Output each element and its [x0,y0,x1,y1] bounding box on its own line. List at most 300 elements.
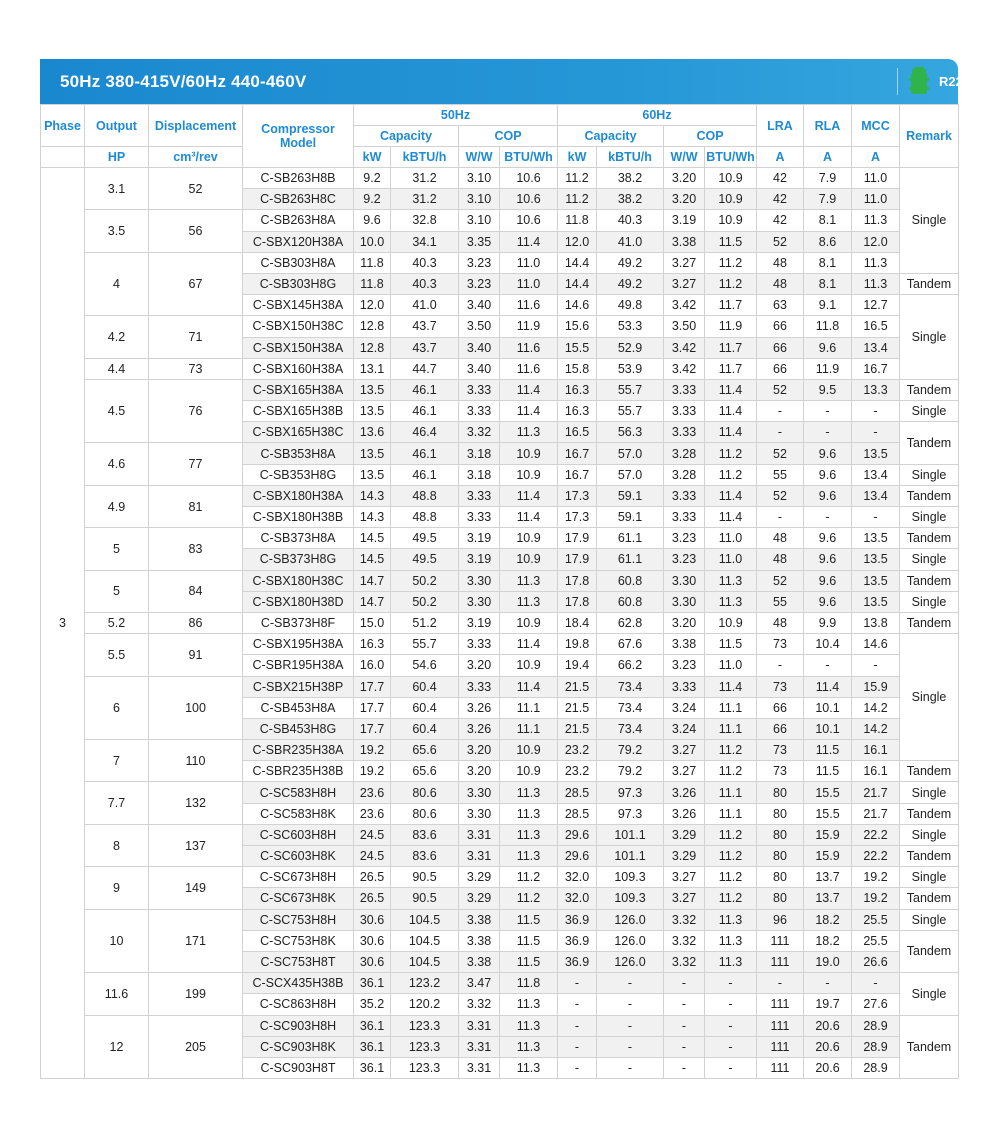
kbtu-60hz-cell: 126.0 [597,930,664,951]
cop-ww-60hz-cell: 3.27 [664,252,705,273]
remark-cell: Tandem [900,930,959,972]
cop-btuwh-50hz-cell: 11.4 [500,231,558,252]
compressor-model-cell: C-SCX435H38B [243,973,354,994]
displacement-cell: 84 [149,570,243,612]
kw-50hz-cell: 13.5 [354,464,391,485]
remark-cell: Tandem [900,379,959,400]
header-60hz-capacity: Capacity [558,126,664,147]
header-50hz: 50Hz [354,105,558,126]
kw-60hz-cell: 36.9 [558,909,597,930]
cop-btuwh-60hz-cell: 11.1 [705,697,757,718]
cop-ww-60hz-cell: 3.42 [664,358,705,379]
displacement-cell: 67 [149,252,243,316]
remark-cell: Tandem [900,485,959,506]
kbtu-50hz-cell: 46.1 [391,401,459,422]
cop-ww-60hz-cell: 3.26 [664,803,705,824]
cop-btuwh-60hz-cell: 11.4 [705,507,757,528]
kw-60hz-cell: 21.5 [558,697,597,718]
output-hp-cell: 5 [85,528,149,570]
cop-ww-50hz-cell: 3.33 [459,401,500,422]
kbtu-60hz-cell: 61.1 [597,528,664,549]
kbtu-60hz-cell: 101.1 [597,846,664,867]
remark-cell: Single [900,591,959,612]
cop-ww-60hz-cell: 3.32 [664,909,705,930]
rla-cell: 10.1 [804,718,852,739]
rla-cell: 19.7 [804,994,852,1015]
unit-lra: A [757,147,804,168]
cop-btuwh-50hz-cell: 10.9 [500,612,558,633]
lra-cell: 80 [757,824,804,845]
kbtu-60hz-cell: 62.8 [597,612,664,633]
cop-ww-60hz-cell: 3.23 [664,655,705,676]
kbtu-60hz-cell: 57.0 [597,464,664,485]
cop-ww-50hz-cell: 3.33 [459,485,500,506]
rla-cell: 11.5 [804,740,852,761]
lra-cell: 48 [757,549,804,570]
cop-btuwh-60hz-cell: 11.0 [705,655,757,676]
kw-60hz-cell: 19.8 [558,634,597,655]
cop-ww-60hz-cell: 3.29 [664,846,705,867]
output-hp-cell: 5.5 [85,634,149,676]
cop-btuwh-50hz-cell: 11.1 [500,697,558,718]
kbtu-60hz-cell: 40.3 [597,210,664,231]
cop-ww-60hz-cell: 3.20 [664,612,705,633]
cop-btuwh-50hz-cell: 11.6 [500,295,558,316]
cop-btuwh-50hz-cell: 10.6 [500,210,558,231]
cop-btuwh-50hz-cell: 11.6 [500,337,558,358]
cop-btuwh-50hz-cell: 11.9 [500,316,558,337]
mcc-cell: 16.5 [852,316,900,337]
header-60hz: 60Hz [558,105,757,126]
compressor-model-cell: C-SC673H8K [243,888,354,909]
cop-btuwh-50hz-cell: 11.8 [500,973,558,994]
cop-btuwh-60hz-cell: 11.9 [705,316,757,337]
header-remark: Remark [900,105,959,168]
lra-cell: - [757,422,804,443]
cop-ww-60hz-cell: 3.19 [664,210,705,231]
cop-ww-60hz-cell: 3.42 [664,337,705,358]
compressor-model-cell: C-SBX165H38A [243,379,354,400]
kbtu-60hz-cell: 53.9 [597,358,664,379]
cop-ww-50hz-cell: 3.26 [459,718,500,739]
compressor-model-cell: C-SC753H8T [243,951,354,972]
kw-60hz-cell: 21.5 [558,718,597,739]
mcc-cell: 11.0 [852,189,900,210]
rla-cell: 8.1 [804,210,852,231]
kw-60hz-cell: 32.0 [558,888,597,909]
cop-btuwh-50hz-cell: 11.5 [500,909,558,930]
lra-cell: 66 [757,316,804,337]
lra-cell: 63 [757,295,804,316]
rla-cell: 9.6 [804,443,852,464]
lra-cell: 55 [757,464,804,485]
cop-btuwh-60hz-cell: 11.3 [705,570,757,591]
rla-cell: 9.6 [804,485,852,506]
mcc-cell: 13.4 [852,485,900,506]
kw-50hz-cell: 12.8 [354,337,391,358]
remark-cell: Single [900,464,959,485]
cop-btuwh-50hz-cell: 11.1 [500,718,558,739]
mcc-cell: - [852,507,900,528]
kbtu-50hz-cell: 50.2 [391,570,459,591]
cop-btuwh-50hz-cell: 11.3 [500,422,558,443]
lra-cell: 55 [757,591,804,612]
kw-50hz-cell: 16.0 [354,655,391,676]
header-50hz-capacity: Capacity [354,126,459,147]
kbtu-60hz-cell: 109.3 [597,867,664,888]
kw-60hz-cell: - [558,1036,597,1057]
output-hp-cell: 8 [85,824,149,866]
cop-ww-50hz-cell: 3.20 [459,761,500,782]
cop-btuwh-60hz-cell: 11.3 [705,951,757,972]
compressor-model-cell: C-SC603H8H [243,824,354,845]
compressor-model-cell: C-SB303H8G [243,273,354,294]
table-row [41,528,959,549]
compressor-model-cell: C-SBX195H38A [243,634,354,655]
kw-50hz-cell: 36.1 [354,1036,391,1057]
cop-ww-50hz-cell: 3.10 [459,168,500,189]
rla-cell: 9.6 [804,528,852,549]
cop-btuwh-50hz-cell: 10.9 [500,761,558,782]
kw-60hz-cell: 16.7 [558,443,597,464]
cop-ww-60hz-cell: 3.30 [664,570,705,591]
kbtu-60hz-cell: 38.2 [597,168,664,189]
kbtu-50hz-cell: 31.2 [391,189,459,210]
cop-btuwh-50hz-cell: 11.3 [500,1057,558,1078]
cop-btuwh-50hz-cell: 10.6 [500,168,558,189]
cop-ww-60hz-cell: 3.33 [664,401,705,422]
kbtu-60hz-cell: 55.7 [597,401,664,422]
rla-cell: 9.6 [804,337,852,358]
kw-60hz-cell: 17.9 [558,528,597,549]
kw-60hz-cell: 32.0 [558,867,597,888]
compressor-model-cell: C-SB453H8G [243,718,354,739]
mcc-cell: - [852,422,900,443]
kbtu-60hz-cell: - [597,1015,664,1036]
cop-ww-60hz-cell: 3.28 [664,464,705,485]
kbtu-50hz-cell: 80.6 [391,782,459,803]
mcc-cell: - [852,973,900,994]
kw-60hz-cell: 17.3 [558,485,597,506]
displacement-cell: 171 [149,909,243,973]
table-row [41,973,959,994]
cop-ww-50hz-cell: 3.18 [459,443,500,464]
cop-ww-60hz-cell: 3.30 [664,591,705,612]
displacement-cell: 132 [149,782,243,824]
cop-btuwh-60hz-cell: 11.3 [705,930,757,951]
kbtu-50hz-cell: 46.1 [391,379,459,400]
kw-50hz-cell: 24.5 [354,824,391,845]
cop-btuwh-50hz-cell: 11.0 [500,252,558,273]
output-hp-cell: 5 [85,570,149,612]
lra-cell: 48 [757,528,804,549]
kw-50hz-cell: 13.6 [354,422,391,443]
remark-cell: Tandem [900,612,959,633]
kbtu-50hz-cell: 44.7 [391,358,459,379]
table-row [41,252,959,273]
cop-btuwh-60hz-cell: 11.4 [705,401,757,422]
table-row [41,612,959,633]
kw-60hz-cell: 17.8 [558,570,597,591]
cop-btuwh-50hz-cell: 11.3 [500,846,558,867]
kbtu-50hz-cell: 43.7 [391,316,459,337]
cop-btuwh-50hz-cell: 10.6 [500,189,558,210]
cop-btuwh-50hz-cell: 10.9 [500,443,558,464]
cop-ww-50hz-cell: 3.38 [459,951,500,972]
kw-60hz-cell: - [558,973,597,994]
cop-btuwh-50hz-cell: 11.3 [500,994,558,1015]
cop-btuwh-60hz-cell: 11.2 [705,464,757,485]
table-row [41,443,959,464]
kw-50hz-cell: 9.2 [354,189,391,210]
cop-btuwh-60hz-cell: 11.2 [705,761,757,782]
table-row [41,168,959,189]
unit-60hz-ww: W/W [664,147,705,168]
displacement-cell: 81 [149,485,243,527]
kw-50hz-cell: 30.6 [354,930,391,951]
refrigerant-label: R22 [939,74,963,89]
cop-ww-60hz-cell: 3.33 [664,676,705,697]
compressor-model-cell: C-SBX160H38A [243,358,354,379]
compressor-model-cell: C-SC753H8K [243,930,354,951]
rla-cell: 8.6 [804,231,852,252]
kbtu-60hz-cell: 60.8 [597,570,664,591]
kbtu-60hz-cell: 49.2 [597,252,664,273]
cop-btuwh-60hz-cell: 11.4 [705,379,757,400]
header-output: Output [85,105,149,147]
cop-btuwh-50hz-cell: 11.3 [500,824,558,845]
mcc-cell: 12.7 [852,295,900,316]
banner-divider [897,68,898,95]
cop-btuwh-50hz-cell: 10.9 [500,655,558,676]
cop-btuwh-50hz-cell: 11.4 [500,507,558,528]
displacement-cell: 83 [149,528,243,570]
cop-btuwh-50hz-cell: 11.3 [500,1015,558,1036]
kbtu-50hz-cell: 49.5 [391,528,459,549]
cop-btuwh-60hz-cell: 11.2 [705,740,757,761]
cop-ww-50hz-cell: 3.35 [459,231,500,252]
kbtu-50hz-cell: 123.2 [391,973,459,994]
compressor-model-cell: C-SB353H8G [243,464,354,485]
header-phase: Phase [41,105,85,147]
kw-60hz-cell: 19.4 [558,655,597,676]
kw-50hz-cell: 13.5 [354,379,391,400]
kw-50hz-cell: 36.1 [354,1015,391,1036]
rla-cell: 9.6 [804,591,852,612]
remark-cell: Single [900,867,959,888]
displacement-cell: 100 [149,676,243,740]
lra-cell: 80 [757,888,804,909]
cop-ww-60hz-cell: - [664,1015,705,1036]
kbtu-50hz-cell: 104.5 [391,951,459,972]
kw-60hz-cell: 11.8 [558,210,597,231]
cop-ww-50hz-cell: 3.40 [459,295,500,316]
table-row [41,1015,959,1036]
cop-ww-60hz-cell: - [664,1036,705,1057]
unit-mcc: A [852,147,900,168]
lra-cell: 111 [757,951,804,972]
cop-ww-50hz-cell: 3.31 [459,1057,500,1078]
kw-50hz-cell: 30.6 [354,951,391,972]
kbtu-50hz-cell: 104.5 [391,909,459,930]
lra-cell: 111 [757,1036,804,1057]
cop-ww-50hz-cell: 3.31 [459,1036,500,1057]
displacement-cell: 110 [149,740,243,782]
cop-ww-60hz-cell: 3.27 [664,888,705,909]
remark-cell: Tandem [900,846,959,867]
kbtu-60hz-cell: 57.0 [597,443,664,464]
mcc-cell: - [852,401,900,422]
cop-btuwh-50hz-cell: 11.2 [500,888,558,909]
output-hp-cell: 3.1 [85,168,149,210]
compressor-model-cell: C-SBX150H38C [243,316,354,337]
output-hp-cell: 4.2 [85,316,149,358]
lra-cell: 80 [757,867,804,888]
lra-cell: 73 [757,761,804,782]
kbtu-50hz-cell: 55.7 [391,634,459,655]
kw-60hz-cell: 16.3 [558,401,597,422]
cop-ww-50hz-cell: 3.38 [459,909,500,930]
unit-displacement: cm³/rev [149,147,243,168]
rla-cell: 8.1 [804,273,852,294]
cop-ww-50hz-cell: 3.32 [459,994,500,1015]
lra-cell: - [757,655,804,676]
cop-ww-60hz-cell: 3.33 [664,379,705,400]
cop-ww-50hz-cell: 3.31 [459,846,500,867]
mcc-cell: 14.2 [852,718,900,739]
unit-50hz-ww: W/W [459,147,500,168]
cop-btuwh-60hz-cell: 11.3 [705,591,757,612]
kbtu-50hz-cell: 46.4 [391,422,459,443]
output-hp-cell: 5.2 [85,612,149,633]
rla-cell: 13.7 [804,867,852,888]
kw-50hz-cell: 17.7 [354,718,391,739]
lra-cell: - [757,507,804,528]
lra-cell: 80 [757,803,804,824]
unit-50hz-kbtu: kBTU/h [391,147,459,168]
remark-cell: Single [900,634,959,761]
cop-ww-50hz-cell: 3.23 [459,252,500,273]
kw-50hz-cell: 23.6 [354,782,391,803]
lra-cell: 80 [757,782,804,803]
cop-btuwh-60hz-cell: - [705,994,757,1015]
lra-cell: - [757,401,804,422]
cop-btuwh-50hz-cell: 11.4 [500,485,558,506]
compressor-model-cell: C-SB373H8A [243,528,354,549]
kw-60hz-cell: - [558,994,597,1015]
remark-cell: Tandem [900,1015,959,1079]
header-mcc: MCC [852,105,900,147]
kw-50hz-cell: 9.6 [354,210,391,231]
kw-60hz-cell: 16.7 [558,464,597,485]
mcc-cell: 11.0 [852,168,900,189]
kw-50hz-cell: 16.3 [354,634,391,655]
kw-50hz-cell: 26.5 [354,867,391,888]
output-hp-cell: 3.5 [85,210,149,252]
cop-btuwh-50hz-cell: 11.5 [500,930,558,951]
cop-btuwh-60hz-cell: 11.1 [705,782,757,803]
kw-60hz-cell: 36.9 [558,951,597,972]
kbtu-60hz-cell: 73.4 [597,718,664,739]
remark-cell: Single [900,824,959,845]
cop-ww-50hz-cell: 3.20 [459,740,500,761]
kbtu-60hz-cell: 38.2 [597,189,664,210]
lra-cell: - [757,973,804,994]
kw-60hz-cell: 21.5 [558,676,597,697]
output-hp-cell: 4.9 [85,485,149,527]
cop-btuwh-60hz-cell: 11.2 [705,252,757,273]
table-row [41,570,959,591]
cop-ww-60hz-cell: 3.33 [664,485,705,506]
cop-ww-60hz-cell: 3.38 [664,231,705,252]
kbtu-60hz-cell: 61.1 [597,549,664,570]
rla-cell: 11.8 [804,316,852,337]
cop-btuwh-50hz-cell: 11.3 [500,1036,558,1057]
kw-50hz-cell: 17.7 [354,697,391,718]
cop-btuwh-60hz-cell: 10.9 [705,612,757,633]
rla-cell: - [804,401,852,422]
mcc-cell: 12.0 [852,231,900,252]
kw-60hz-cell: 15.6 [558,316,597,337]
cop-ww-60hz-cell: - [664,994,705,1015]
compressor-model-cell: C-SC603H8K [243,846,354,867]
kbtu-60hz-cell: 126.0 [597,951,664,972]
cop-btuwh-60hz-cell: - [705,1057,757,1078]
cop-ww-60hz-cell: 3.20 [664,168,705,189]
kw-50hz-cell: 19.2 [354,761,391,782]
mcc-cell: 27.6 [852,994,900,1015]
compressor-model-cell: C-SBX180H38D [243,591,354,612]
compressor-model-cell: C-SC583H8K [243,803,354,824]
compressor-model-cell: C-SBR235H38A [243,740,354,761]
phase-cell: 3 [41,168,85,1079]
lra-cell: 111 [757,994,804,1015]
table-row [41,909,959,930]
rla-cell: 11.9 [804,358,852,379]
table-row [41,676,959,697]
kw-60hz-cell: 36.9 [558,930,597,951]
cop-btuwh-60hz-cell: 11.7 [705,295,757,316]
cop-ww-50hz-cell: 3.32 [459,422,500,443]
kw-60hz-cell: 14.4 [558,252,597,273]
cop-btuwh-60hz-cell: 10.9 [705,189,757,210]
compressor-model-cell: C-SB263H8A [243,210,354,231]
cop-btuwh-60hz-cell: 11.2 [705,867,757,888]
cop-ww-50hz-cell: 3.38 [459,930,500,951]
kbtu-50hz-cell: 65.6 [391,740,459,761]
kbtu-60hz-cell: 55.7 [597,379,664,400]
kbtu-60hz-cell: - [597,1057,664,1078]
cop-ww-50hz-cell: 3.30 [459,591,500,612]
compressor-model-cell: C-SB373H8F [243,612,354,633]
compressor-model-cell: C-SC673H8H [243,867,354,888]
table-row [41,867,959,888]
cop-btuwh-50hz-cell: 10.9 [500,740,558,761]
compressor-model-cell: C-SC753H8H [243,909,354,930]
kbtu-50hz-cell: 60.4 [391,676,459,697]
kw-50hz-cell: 14.5 [354,549,391,570]
mcc-cell: 15.9 [852,676,900,697]
output-hp-cell: 7.7 [85,782,149,824]
compressor-model-cell: C-SB303H8A [243,252,354,273]
mcc-cell: 13.8 [852,612,900,633]
kbtu-50hz-cell: 49.5 [391,549,459,570]
remark-cell: Tandem [900,803,959,824]
table-row [41,824,959,845]
remark-cell: Single [900,973,959,1015]
mcc-cell: 28.9 [852,1057,900,1078]
compressor-model-cell: C-SB263H8B [243,168,354,189]
